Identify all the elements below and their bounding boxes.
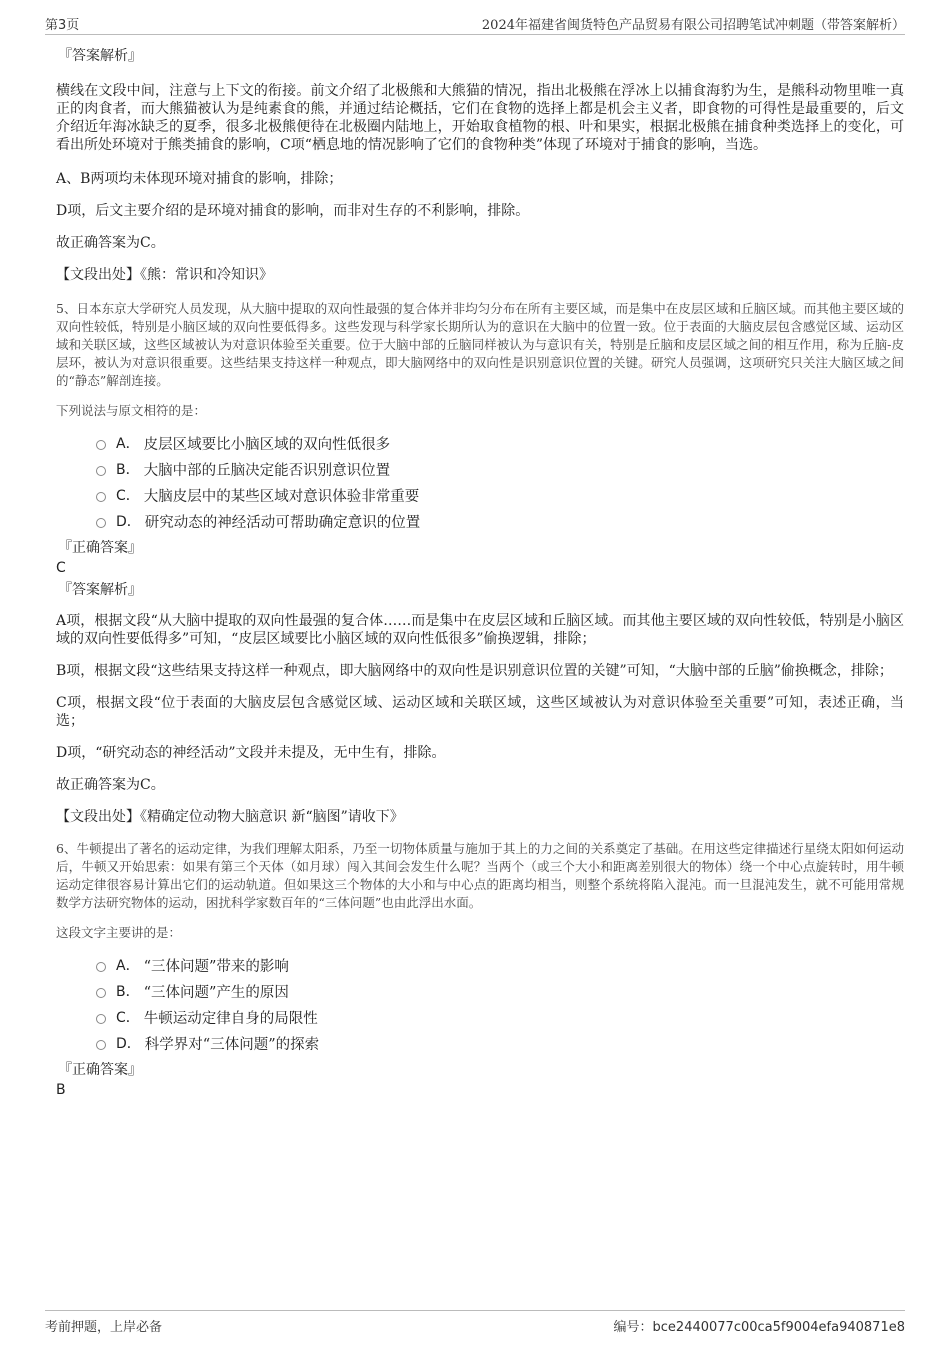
document-body — [56, 46, 904, 1098]
option-letter: A． — [116, 958, 140, 974]
q6-option-d[interactable] — [96, 1030, 904, 1056]
option-text: 科学界对“三体问题”的探索 — [144, 1036, 320, 1053]
document-title: 2024年福建省闽货特色产品贸易有限公司招聘笔试冲刺题（带答案解析） — [481, 18, 905, 33]
q5-option-a[interactable] — [96, 430, 904, 456]
q5-passage: 5、日本东京大学研究人员发现，从大脑中提取的双向性最强的复合体并非均匀分布在所有主要区域，而是集中在皮层区域和丘脑区域。而其他主要区域的双向性较低，特别是小脑区域的双向性要低得多。这些发现与科学家长期所认为的意识在大脑中的位置一致。位于表面的大脑皮层包含感觉区域、运动区域和关联区域，这些区域被认为对意识体验至关重要。位于大脑中部的丘脑同样被认为与意识有关，特别是丘脑和皮层区域之间的相互作用，称为丘脑-皮层环，被认为对意识很重要。这些结果支持这样一种观点，即大脑网络中的双向性是识别意识位置的关键。研究人员强调，这项研究只关注大脑区域之间的“静态”解剖连接。 — [56, 301, 904, 388]
q6-passage: 6、牛顿提出了著名的运动定律，为我们理解太阳系，乃至一切物体质量与施加于其上的力之间的关系奠定了基础。在用这些定律描述行星绕太阳如何运动后，牛顿又开始思索：如果有第三个天体（如月球）闯入其间会发生什么呢？当两个（或三个大小和距离差别很大的物体）绕一个中心点旋转时，用牛顿运动定律很容易计算出它们的运动轨道。但如果这三个物体的大小和与中心点的距离均相当，则整个系统将陷入混沌。而一旦混沌发生，就不可能用常规数学方法研究物体的运动，困扰科学家数百年的“三体问题”也由此浮出水面。 — [56, 841, 904, 910]
option-letter: C． — [116, 488, 140, 504]
q5-analysis-d: D项，“研究动态的神经活动”文段并未提及，无中生有，排除。 — [56, 745, 446, 761]
q6-question: 这段文字主要讲的是： — [56, 925, 182, 940]
q5-option-c[interactable] — [96, 482, 904, 508]
q5-answer: C — [56, 560, 66, 576]
option-text: “三体问题”产生的原因 — [143, 984, 289, 1001]
option-letter: B． — [116, 462, 140, 478]
q4-analysis-ab: A、B两项均未体现环境对捕食的影响，排除； — [56, 171, 343, 187]
option-letter: D． — [116, 514, 141, 530]
q4-analysis-d: D项，后文主要介绍的是环境对捕食的影响，而非对生存的不利影响，排除。 — [56, 203, 530, 219]
radio-icon[interactable] — [96, 440, 106, 450]
option-text: 牛顿运动定律自身的局限性 — [143, 1010, 318, 1027]
option-letter: D． — [116, 1036, 141, 1052]
q6-option-a[interactable] — [96, 952, 904, 978]
q5-option-d[interactable] — [96, 508, 904, 534]
q6-option-b[interactable] — [96, 978, 904, 1004]
q5-option-b[interactable] — [96, 456, 904, 482]
option-letter: A． — [116, 436, 140, 452]
q5-analysis-label: 『答案解析』 — [58, 582, 142, 598]
radio-icon[interactable] — [96, 988, 106, 998]
q5-options — [96, 430, 904, 534]
q5-final-answer: 故正确答案为C。 — [56, 777, 165, 793]
q5-question: 下列说法与原文相符的是： — [56, 403, 207, 418]
q4-source: 【文段出处】《熊：常识和冷知识》 — [56, 267, 273, 283]
radio-icon[interactable] — [96, 1014, 106, 1024]
page-header — [45, 14, 905, 35]
radio-icon[interactable] — [96, 962, 106, 972]
q4-analysis-paragraph: 横线在文段中间，注意与上下文的衔接。前文介绍了北极熊和大熊猫的情况，指出北极熊在浮冰上以捕食海豹为生，是熊科动物里唯一真正的肉食者，而大熊猫被认为是纯素食的熊，并通过结论概括，它们在食物的选择上都是机会主义者，即食物的可得性是最重要的，后文介绍近年海冰缺乏的夏季，很多北极熊便待在北极圈内陆地上，开始取食植物的根、叶和果实，根据北极熊在捕食种类选择上的变化，可看出所处环境对于熊类捕食的影响，C项“栖息地的情况影响了它们的食物种类”体现了环境对于捕食的影响，当选。 — [56, 83, 904, 153]
option-text: 大脑皮层中的某些区域对意识体验非常重要 — [143, 488, 420, 505]
option-letter: B． — [116, 984, 140, 1000]
q6-options — [96, 952, 904, 1056]
footer-code — [614, 1316, 905, 1335]
q6-option-c[interactable] — [96, 1004, 904, 1030]
radio-icon[interactable] — [96, 1040, 106, 1050]
radio-icon[interactable] — [96, 492, 106, 502]
option-text: “三体问题”带来的影响 — [143, 958, 289, 975]
q4-analysis-label: 『答案解析』 — [58, 48, 142, 64]
radio-icon[interactable] — [96, 466, 106, 476]
q5-analysis-b: B项，根据文段“这些结果支持这样一种观点，即大脑网络中的双向性是识别意识位置的关键”可知，“大脑中部的丘脑”偷换概念，排除； — [56, 663, 893, 679]
q5-answer-label: 『正确答案』 — [58, 540, 142, 556]
footer-code-value: bce2440077c00ca5f9004efa940871e8 — [652, 1320, 905, 1335]
option-text: 皮层区域要比小脑区域的双向性低很多 — [143, 436, 391, 453]
page-footer — [45, 1310, 905, 1335]
q5-analysis-a: A项，根据文段“从大脑中提取的双向性最强的复合体……而是集中在皮层区域和丘脑区域。而其他主要区域的双向性较低，特别是小脑区域的双向性要低得多”可知，“皮层区域要比小脑区域的双向性低很多”偷换逻辑，排除； — [56, 613, 904, 647]
q5-analysis-c: C项，根据文段“位于表面的大脑皮层包含感觉区域、运动区域和关联区域，这些区域被认为对意识体验至关重要”可知，表述正确，当选； — [56, 695, 904, 729]
q6-answer: B — [56, 1082, 66, 1098]
q6-answer-label: 『正确答案』 — [58, 1062, 142, 1078]
option-text: 大脑中部的丘脑决定能否识别意识位置 — [143, 462, 391, 479]
footer-code-label: 编号： — [613, 1320, 653, 1335]
radio-icon[interactable] — [96, 518, 106, 528]
q4-final-answer: 故正确答案为C。 — [56, 235, 165, 251]
option-text: 研究动态的神经活动可帮助确定意识的位置 — [144, 514, 421, 531]
footer-slogan: 考前押题，上岸必备 — [45, 1320, 163, 1335]
option-letter: C． — [116, 1010, 140, 1026]
q5-source: 【文段出处】《精确定位动物大脑意识 新“脑图”请收下》 — [56, 809, 404, 825]
page-number: 第3页 — [45, 18, 80, 33]
